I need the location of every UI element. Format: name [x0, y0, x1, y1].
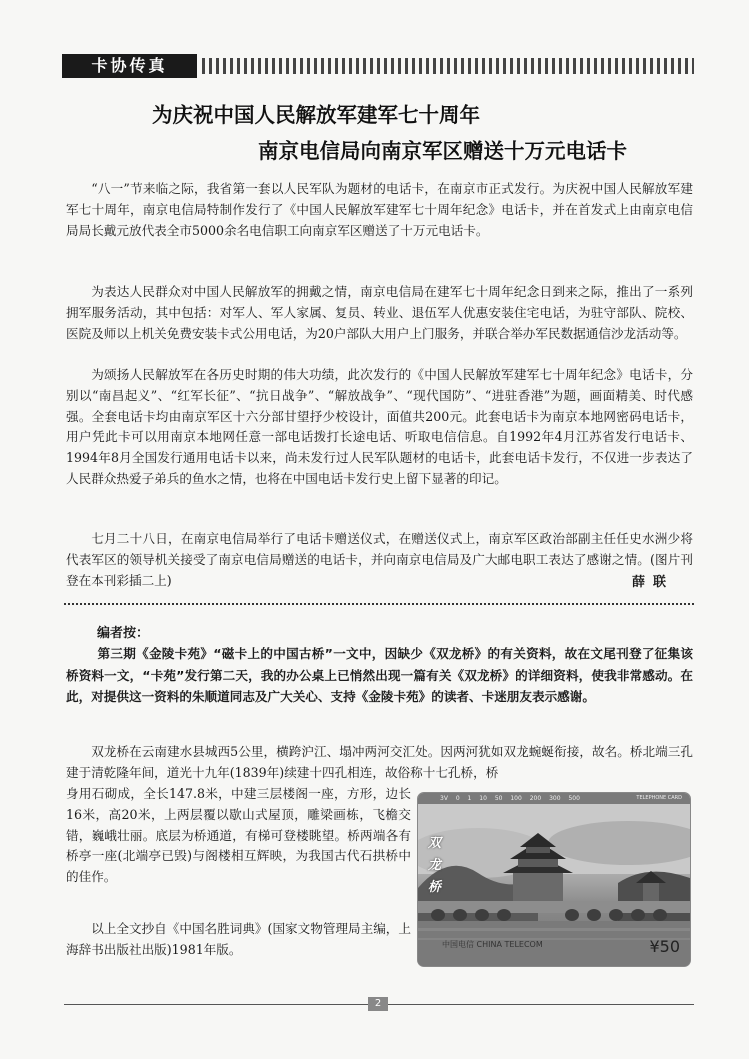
article-title-line-1: 为庆祝中国人民解放军建军七十周年: [152, 103, 480, 127]
section-header: [62, 54, 694, 78]
article-paragraph-1: “八一”节来临之际，我省第一套以人民军队为题材的电话卡，在南京市正式发行。为庆祝中国人民解放军建军七十周年，南京电信局特制作发行了《中国人民解放军建军七十周年纪念》电话卡，并在首发式上由南京电信局局长戴元放代表全市5000余名电信职工向南京军区赠送了十万元电话卡。: [66, 181, 693, 238]
article-paragraph-4: 七月二十八日，在南京电信局举行了电话卡赠送仪式，在赠送仪式上，南京军区政治部副主任任史水洲少将代表军区的领导机关接受了南京电信局赠送的电话卡，并向南京电信局及广大邮电职工表达了感谢之情。(图片刊登在本刊彩插二上): [66, 531, 693, 588]
card-scale: 3V 0 1 10 50 100 200 300 500: [440, 795, 580, 802]
header-stripes: [202, 58, 694, 74]
editor-note-label: 编者按：: [97, 626, 150, 641]
article-paragraph-2: 为表达人民群众对中国人民解放军的拥戴之情，南京电信局在建军七十周年纪念日到来之际，推出了一系列拥军服务活动，其中包括：对军人、军人家属、复员、转业、退伍军人优惠安装住宅电话，为驻守部队、院校、医院及师以上机关免费安装卡式公用电话，为20户部队大用户上门服务，并联合举办军民数据通信沙龙活动等。: [66, 284, 693, 341]
bridge-source: 以上全文抄自《中国名胜词典》(国家文物管理局主编，上海辞书出版社出版)1981年版。: [66, 921, 411, 957]
section-divider: [64, 603, 694, 605]
article-author: 薛联: [632, 575, 675, 590]
editor-note-text: 第三期《金陵卡苑》“磁卡上的中国古桥”一文中，因缺少《双龙桥》的有关资料，故在文尾刊登了征集该桥资料一文，“卡苑”发行第二天，我的办公桌上已悄然出现一篇有关《双龙桥》的详细资料，使我非常感动。在此，对提供这一资料的朱顺道同志及广大关心、支持《金陵卡苑》的读者、卡迷朋友表示感谢。: [66, 646, 693, 704]
article-title-line-2: 南京电信局向南京军区赠送十万元电话卡: [258, 139, 627, 163]
bridge-paragraph: 双龙桥在云南建水县城西5公里，横跨沪江、塌冲两河交汇处。因两河犹如双龙蜿蜒衔接，故名。桥北端三孔建于清乾隆年间，道光十九年(1839年)续建十四孔相连，故俗称十七孔桥，桥: [66, 744, 693, 780]
card-brand-logo: 中国电信 CHINA TELECOM: [442, 940, 543, 949]
card-title: 双龙桥: [428, 836, 442, 895]
card-scale-label: TELEPHONE CARD: [636, 795, 682, 801]
section-label: 卡协传真: [62, 54, 197, 78]
telephone-card-image: [417, 792, 691, 967]
bridge-paragraph-wrap: 身用石砌成，全长147.8米，中建三层楼阁一座，方形，边长16米，高20米，上两层覆以歇山式屋顶，雕梁画栋，飞檐交错，巍峨壮丽。底层为桥通道，有梯可登楼眺望。桥两端各有桥亭一座(北端亭已毁)与阁楼相互辉映，为我国古代石拱桥中的佳作。: [66, 786, 411, 885]
page-number: 2: [368, 997, 388, 1011]
article-paragraph-3: 为颂扬人民解放军在各历史时期的伟大功绩，此次发行的《中国人民解放军建军七十周年纪念》电话卡，分别以“南昌起义”、“红军长征”、“抗日战争”、“解放战争”、“现代国防”、“进驻香港”为题，画面精美、时代感强。全套电话卡均由南京军区十六分部甘望抒少校设计，面值共200元。此套电话卡为南京本地网密码电话卡，用户凭此卡可以用南京本地网任意一部电话拨打长途电话、听取电信信息。自1992年4月江苏省发行电话卡、1994年8月全国发行通用电话卡以来，尚未发行过人民军队题材的电话卡，此套电话卡发行，不仅进一步表达了人民群众热爱子弟兵的鱼水之情，也将在中国电话卡发行史上留下显著的印记。: [66, 367, 693, 486]
card-face-value: ¥50: [649, 937, 680, 956]
